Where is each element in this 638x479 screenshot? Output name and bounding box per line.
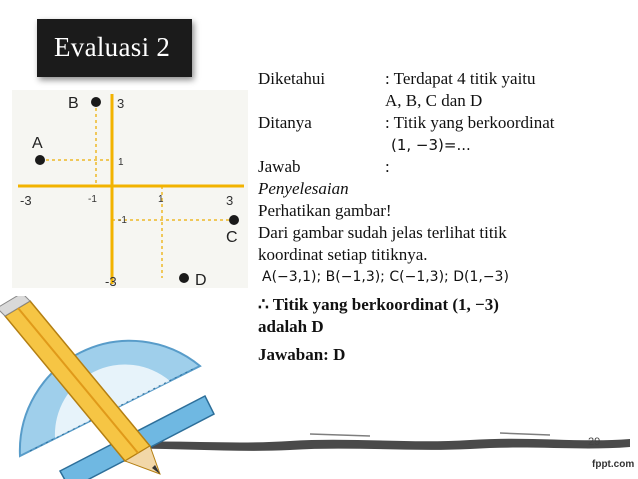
diketahui-row: [258, 68, 630, 90]
perhatikan-row: Perhatikan gambar!: [258, 201, 392, 220]
brand-watermark: fppt.com: [592, 459, 635, 470]
point-b: [91, 97, 101, 107]
dari-row-2: koordinat setiap titiknya.: [258, 245, 428, 264]
jawab-row: [258, 156, 630, 178]
pencil-protractor-illustration: [0, 296, 218, 479]
ditanya-value: : Titik yang berkoordinat: [385, 113, 555, 132]
ditanya-row: [258, 112, 630, 134]
ditanya-label: Ditanya: [258, 113, 312, 132]
graph-background: [12, 90, 248, 288]
diketahui-value-2: A, B, C dan D: [385, 91, 483, 110]
tick-y-neg3: -3: [105, 274, 117, 288]
tick-y-1: 1: [118, 157, 124, 168]
diketahui-label: Diketahui: [258, 69, 326, 88]
label-d: D: [195, 272, 207, 288]
jawaban-row: Jawaban: D: [258, 345, 346, 364]
therefore-row-1: ∴ Titik yang berkoordinat (1, −3): [258, 295, 499, 314]
page-number: 29: [588, 436, 601, 448]
label-b: B: [68, 95, 79, 112]
tick-x-1: 1: [158, 194, 164, 205]
ditanya-row-2: [258, 134, 630, 156]
point-d: [179, 273, 189, 283]
label-a: A: [32, 135, 43, 152]
label-c: C: [226, 229, 238, 246]
point-c: [229, 215, 239, 225]
point-a: [35, 155, 45, 165]
ditanya-value-2: (1, −3)=...: [391, 136, 471, 154]
tick-x-3: 3: [226, 193, 234, 208]
diketahui-row-2: [258, 90, 630, 112]
title-box: [37, 19, 192, 77]
tick-y-3: 3: [117, 96, 125, 111]
coords-row: A(−3,1); B(−1,3); C(−1,3); D(1,−3): [262, 269, 509, 285]
diketahui-value: : Terdapat 4 titik yaitu: [385, 69, 536, 88]
tick-x-neg1: -1: [88, 194, 97, 205]
coordinate-graph: [12, 90, 248, 288]
slide-title: Evaluasi 2: [54, 32, 171, 62]
dari-row-1: Dari gambar sudah jelas terlihat titik: [258, 223, 507, 242]
penyelesaian-row: Penyelesaian: [258, 179, 349, 198]
jawab-value: :: [385, 157, 390, 176]
tick-x-neg3: -3: [20, 193, 32, 208]
tick-y-neg1: -1: [118, 215, 127, 226]
therefore-row-2: adalah D: [258, 317, 324, 336]
content-block: [258, 68, 630, 366]
jawab-label: Jawab: [258, 157, 301, 176]
